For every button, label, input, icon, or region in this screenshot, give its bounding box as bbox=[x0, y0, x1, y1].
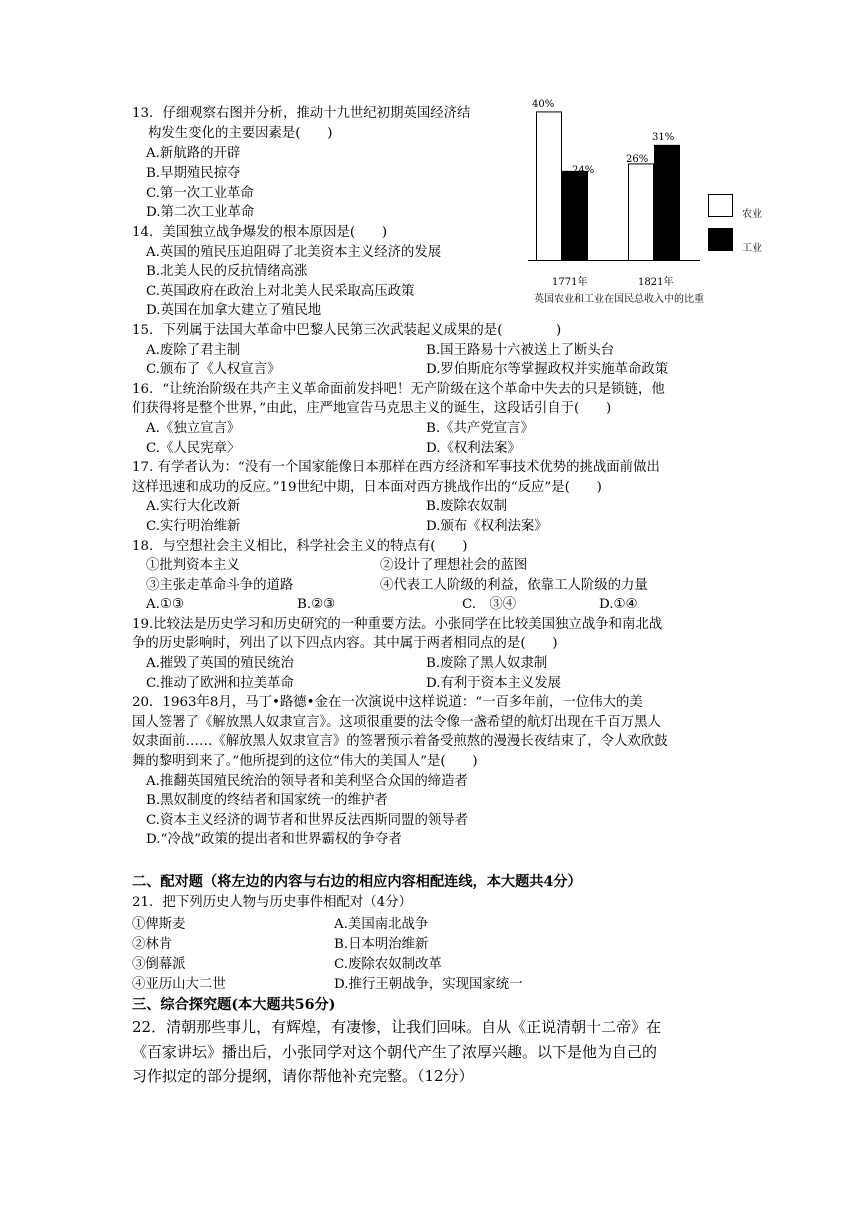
q21-right-b: B.日本明治维新 bbox=[334, 937, 429, 952]
chart-title: 英国农业和工业在国民总收入中的比重 bbox=[534, 294, 704, 305]
q17-option-a: A.实行大化改新 bbox=[146, 499, 241, 514]
q19-option-c: C.推动了欧洲和拉美革命 bbox=[146, 676, 294, 691]
q14-option-a: A.英国的殖民压迫阻碍了北美资本主义经济的发展 bbox=[146, 245, 442, 260]
q18-option-c: C. ③④ bbox=[462, 597, 517, 612]
q13-stem: 13．仔细观察右图并分析，推动十九世纪初期英国经济结 bbox=[132, 106, 471, 121]
q14-option-b: B.北美人民的反抗情绪高涨 bbox=[146, 264, 308, 279]
q17-stem: 17. 有学者认为：“没有一个国家能像日本那样在西方经济和军事技术优势的挑战面前做出 bbox=[132, 460, 660, 475]
q13-option-b: B.早期殖民掠夺 bbox=[146, 166, 241, 181]
q21-right-d: D.推行王朝战争，实现国家统一 bbox=[334, 977, 523, 992]
q22-stem: 22．清朝那些事儿，有辉煌，有凄惨，让我们回味。自从《正说清朝十二帝》在 bbox=[132, 1018, 662, 1036]
q18-option-a: A.①③ bbox=[146, 597, 184, 612]
x-tick-1771: 1771年 bbox=[552, 277, 588, 288]
bar-agriculture-1 bbox=[629, 164, 654, 261]
q20-option-a: A.推翻英国殖民统治的领导者和美利坚合众国的缔造者 bbox=[146, 774, 468, 789]
q20-option-d: D.“冷战”政策的提出者和世界霸权的争夺者 bbox=[146, 832, 402, 847]
q16-option-b: B.《共产党宣言》 bbox=[426, 421, 534, 436]
q16-option-d: D.《权利法案》 bbox=[426, 441, 521, 456]
q18-item-1: ①批判资本主义 bbox=[146, 558, 240, 573]
q13-stem-cont: 构发生变化的主要因素是( ) bbox=[148, 126, 333, 141]
q13-option-a: A.新航路的开辟 bbox=[146, 146, 241, 161]
bar-chart bbox=[528, 96, 762, 316]
bar-industry-1 bbox=[655, 145, 680, 260]
legend-label-agri: 农业 bbox=[742, 209, 762, 220]
q20-stem: 20．1963年8月，马丁•路德•金在一次演说中这样说道：“一百多年前，一位伟大的美 bbox=[132, 695, 643, 710]
q17-stem-cont: 这样迅速和成功的反应。”19世纪中期，日本面对西方挑战作出的“反应”是( ) bbox=[132, 480, 602, 495]
q19-stem-cont: 争的历史影响时，列出了以下四点内容。其中属于两者相同点的是( ) bbox=[132, 636, 558, 651]
q16-option-c: C.《人民宪章〉 bbox=[146, 441, 241, 456]
q20-stem-cont-1: 国人签署了《解放黑人奴隶宣言》。这项很重要的法令像一盏希望的航灯出现在千百万黑人 bbox=[132, 715, 661, 730]
q18-option-b: B.②③ bbox=[297, 597, 336, 612]
x-tick-1821: 1821年 bbox=[638, 277, 674, 288]
q21-left-3: ③倒幕派 bbox=[132, 957, 186, 972]
q16-option-a: A.《独立宣言》 bbox=[146, 421, 241, 436]
q14-option-c: C.英国政府在政治上对北美人民采取高压政策 bbox=[146, 284, 415, 299]
q18-item-3: ③主张走革命斗争的道路 bbox=[146, 578, 294, 593]
q18-stem: 18．与空想社会主义相比，科学社会主义的特点有( ) bbox=[132, 539, 468, 554]
data-label-ind-1771: 24% bbox=[572, 165, 595, 176]
legend-swatch-agriculture bbox=[709, 195, 733, 217]
q15-option-c: C.颁布了《人权宣言》 bbox=[146, 362, 281, 377]
q22-stem-cont-1: 《百家讲坛》播出后，小张同学对这个朝代产生了浓厚兴趣。以下是他为自己的 bbox=[132, 1043, 658, 1061]
q15-option-b: B.国王路易十六被送上了断头台 bbox=[426, 343, 615, 358]
data-label-ind-1821: 31% bbox=[652, 132, 675, 143]
q19-option-b: B.废除了黑人奴隶制 bbox=[426, 656, 548, 671]
q19-option-a: A.摧毁了英国的殖民统治 bbox=[146, 656, 294, 671]
q17-option-d: D.颁布《权利法案》 bbox=[426, 519, 548, 534]
legend-swatch-industry bbox=[709, 229, 733, 251]
q16-stem: 16．“让统治阶级在共产主义革命面前发抖吧！无产阶级在这个革命中失去的只是锁链，他 bbox=[132, 382, 665, 397]
q20-stem-cont-2: 奴隶面前……《解放黑人奴隶宣言》的签署预示着备受煎熬的漫漫长夜结束了，令人欢欣鼓 bbox=[132, 734, 668, 749]
q21-left-2: ②林肯 bbox=[132, 937, 173, 952]
bar-agriculture-0 bbox=[537, 112, 562, 261]
q15-option-a: A.废除了君主制 bbox=[146, 343, 241, 358]
q22-stem-cont-2: 习作拟定的部分提纲，请你帮他补充完整。（12分） bbox=[132, 1067, 474, 1085]
legend-label-ind: 工业 bbox=[742, 243, 762, 254]
data-label-agri-1771: 40% bbox=[532, 99, 555, 110]
section2-title: 二、配对题（将左边的内容与右边的相应内容相配连线，本大题共4分） bbox=[132, 874, 582, 890]
q18-item-4: ④代表工人阶级的利益，依靠工人阶级的力量 bbox=[380, 578, 648, 593]
q21-left-4: ④亚历山大二世 bbox=[132, 977, 226, 992]
q15-option-d: D.罗伯斯庇尔等掌握政权并实施革命政策 bbox=[426, 362, 669, 377]
q18-option-d: D.①④ bbox=[599, 597, 638, 612]
data-label-agri-1821: 26% bbox=[626, 154, 649, 165]
q19-stem: 19.比较法是历史学习和历史研究的一种重要方法。小张同学在比较美国独立战争和南北战 bbox=[132, 617, 663, 632]
q17-option-b: B.废除农奴制 bbox=[426, 499, 508, 514]
q21-right-a: A.美国南北战争 bbox=[334, 917, 429, 932]
q18-item-2: ②设计了理想社会的蓝图 bbox=[380, 558, 528, 573]
q17-option-c: C.实行明治维新 bbox=[146, 519, 241, 534]
q21-right-c: C.废除农奴制改革 bbox=[334, 957, 442, 972]
q14-option-d: D.英国在加拿大建立了殖民地 bbox=[146, 303, 322, 318]
q20-option-c: C.资本主义经济的调节者和世界反法西斯同盟的领导者 bbox=[146, 813, 469, 828]
section3-title: 三、综合探究题(本大题共56分) bbox=[132, 997, 336, 1013]
q13-option-d: D.第二次工业革命 bbox=[146, 205, 255, 220]
q14-stem: 14．美国独立战争爆发的根本原因是( ) bbox=[132, 225, 388, 240]
bar-industry-0 bbox=[563, 171, 588, 260]
q20-option-b: B.黑奴制度的终结者和国家统一的维护者 bbox=[146, 793, 388, 808]
q21-left-1: ①俾斯麦 bbox=[132, 917, 186, 932]
q13-option-c: C.第一次工业革命 bbox=[146, 186, 254, 201]
q15-stem: 15．下列属于法国大革命中巴黎人民第三次武装起义成果的是( ) bbox=[132, 323, 562, 338]
q16-stem-cont: 们获得将是整个世界，”由此，庄严地宣告马克思主义的诞生，这段话引自于( ) bbox=[132, 401, 612, 416]
q19-option-d: D.有利于资本主义发展 bbox=[426, 676, 562, 691]
q20-stem-cont-3: 舞的黎明到来了。”他所提到的这位“伟大的美国人”是( ) bbox=[132, 754, 478, 769]
q21-stem: 21．把下列历史人物与历史事件相配对（4分） bbox=[132, 895, 412, 910]
